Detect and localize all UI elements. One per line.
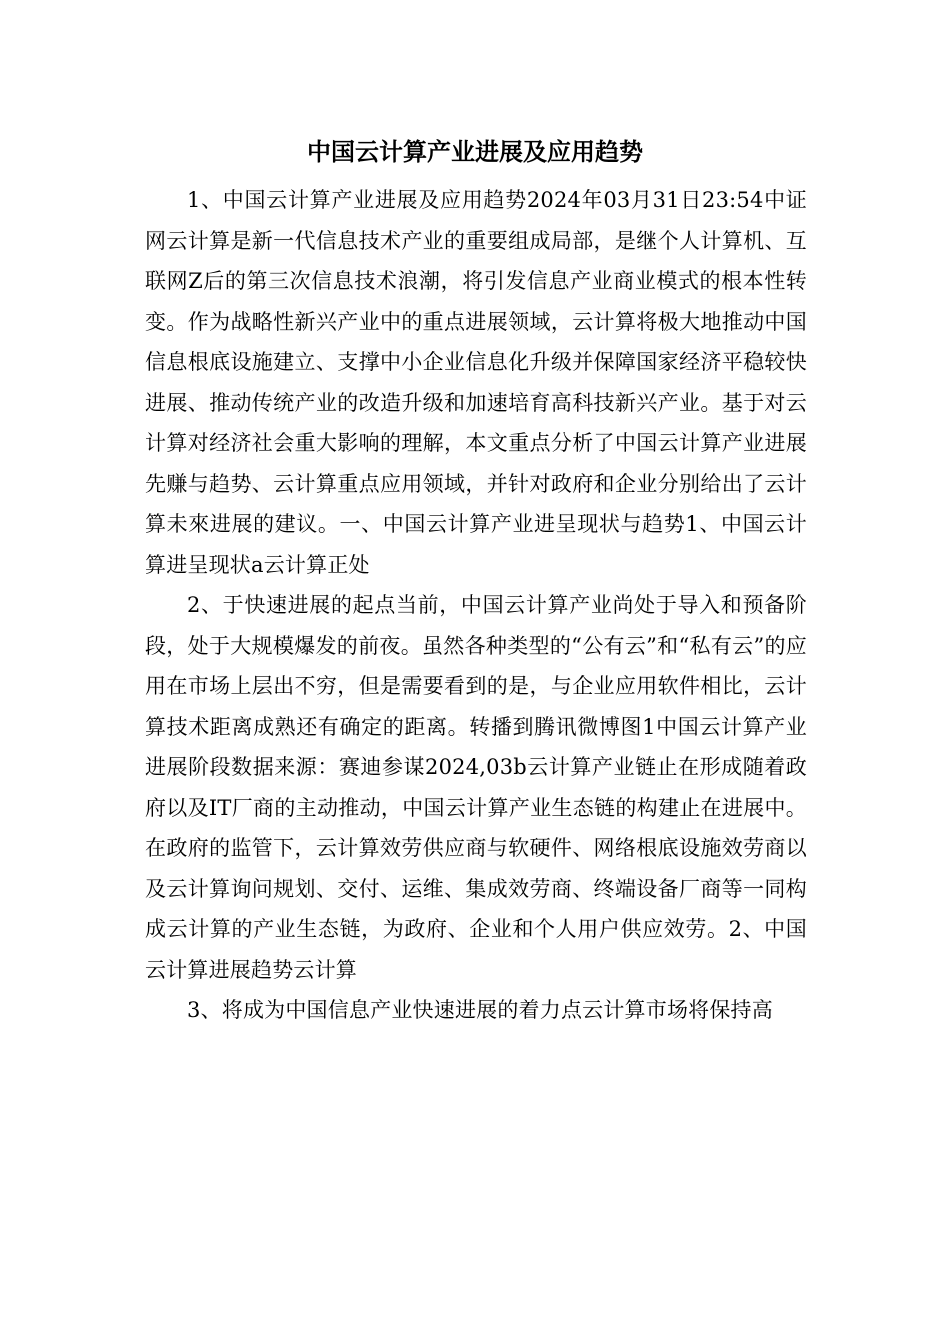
paragraph-2: 2、于快速进展的起点当前，中国云计算产业尚处于导入和预备阶段，处于大规模爆发的前夜。虽然各种类型的“公有云”和“私有云”的应用在市场上层出不穷，但是需要看到的是，与企业应用软件相比，云计算技术距离成熟还有确定的距离。转播到腾讯微博图1中国云计算产业进展阶段数据来源：赛迪参谋2024,03b云计算产业链止在形成随着政府以及IT厂商的主动推动，中国云计算产业生态链的构建止在进展中。在政府的监管下，云计算效劳供应商与软硬件、网络根底设施效劳商以及云计算询问规划、交付、运维、集成效劳商、终端设备厂商等一同构成云计算的产业生态链，为政府、企业和个人用户供应效劳。2、中国云计算进展趋势云计算 bbox=[145, 593, 807, 982]
document-title: 中国云计算产业进展及应用趋势 bbox=[307, 137, 643, 166]
paragraph-1: 1、中国云计算产业进展及应用趋势2024年03月31日23:54中证网云计算是新一代信息技术产业的重要组成局部，是继个人计算机、互联网Z后的第三次信息技术浪潮，将引发信息产业商业模式的根本性转变。作为战略性新兴产业中的重点进展领域，云计算将极大地推动中国信息根底设施建立、支撑中小企业信息化升级并保障国家经济平稳较快进展、推动传统产业的改造升级和加速培育高科技新兴产业。基于对云计算对经济社会重大影响的理解，本文重点分析了中国云计算产业进展先赚与趋势、云计算重点应用领域，并针对政府和企业分别给出了云计算未來进展的建议。一、中国云计算产业进呈现状与趋势1、中国云计算进呈现状a云计算正处 bbox=[145, 188, 807, 577]
paragraph-3: 3、将成为中国信息产业快速进展的着力点云计算市场将保持高 bbox=[187, 998, 773, 1022]
document-body bbox=[145, 180, 807, 1031]
